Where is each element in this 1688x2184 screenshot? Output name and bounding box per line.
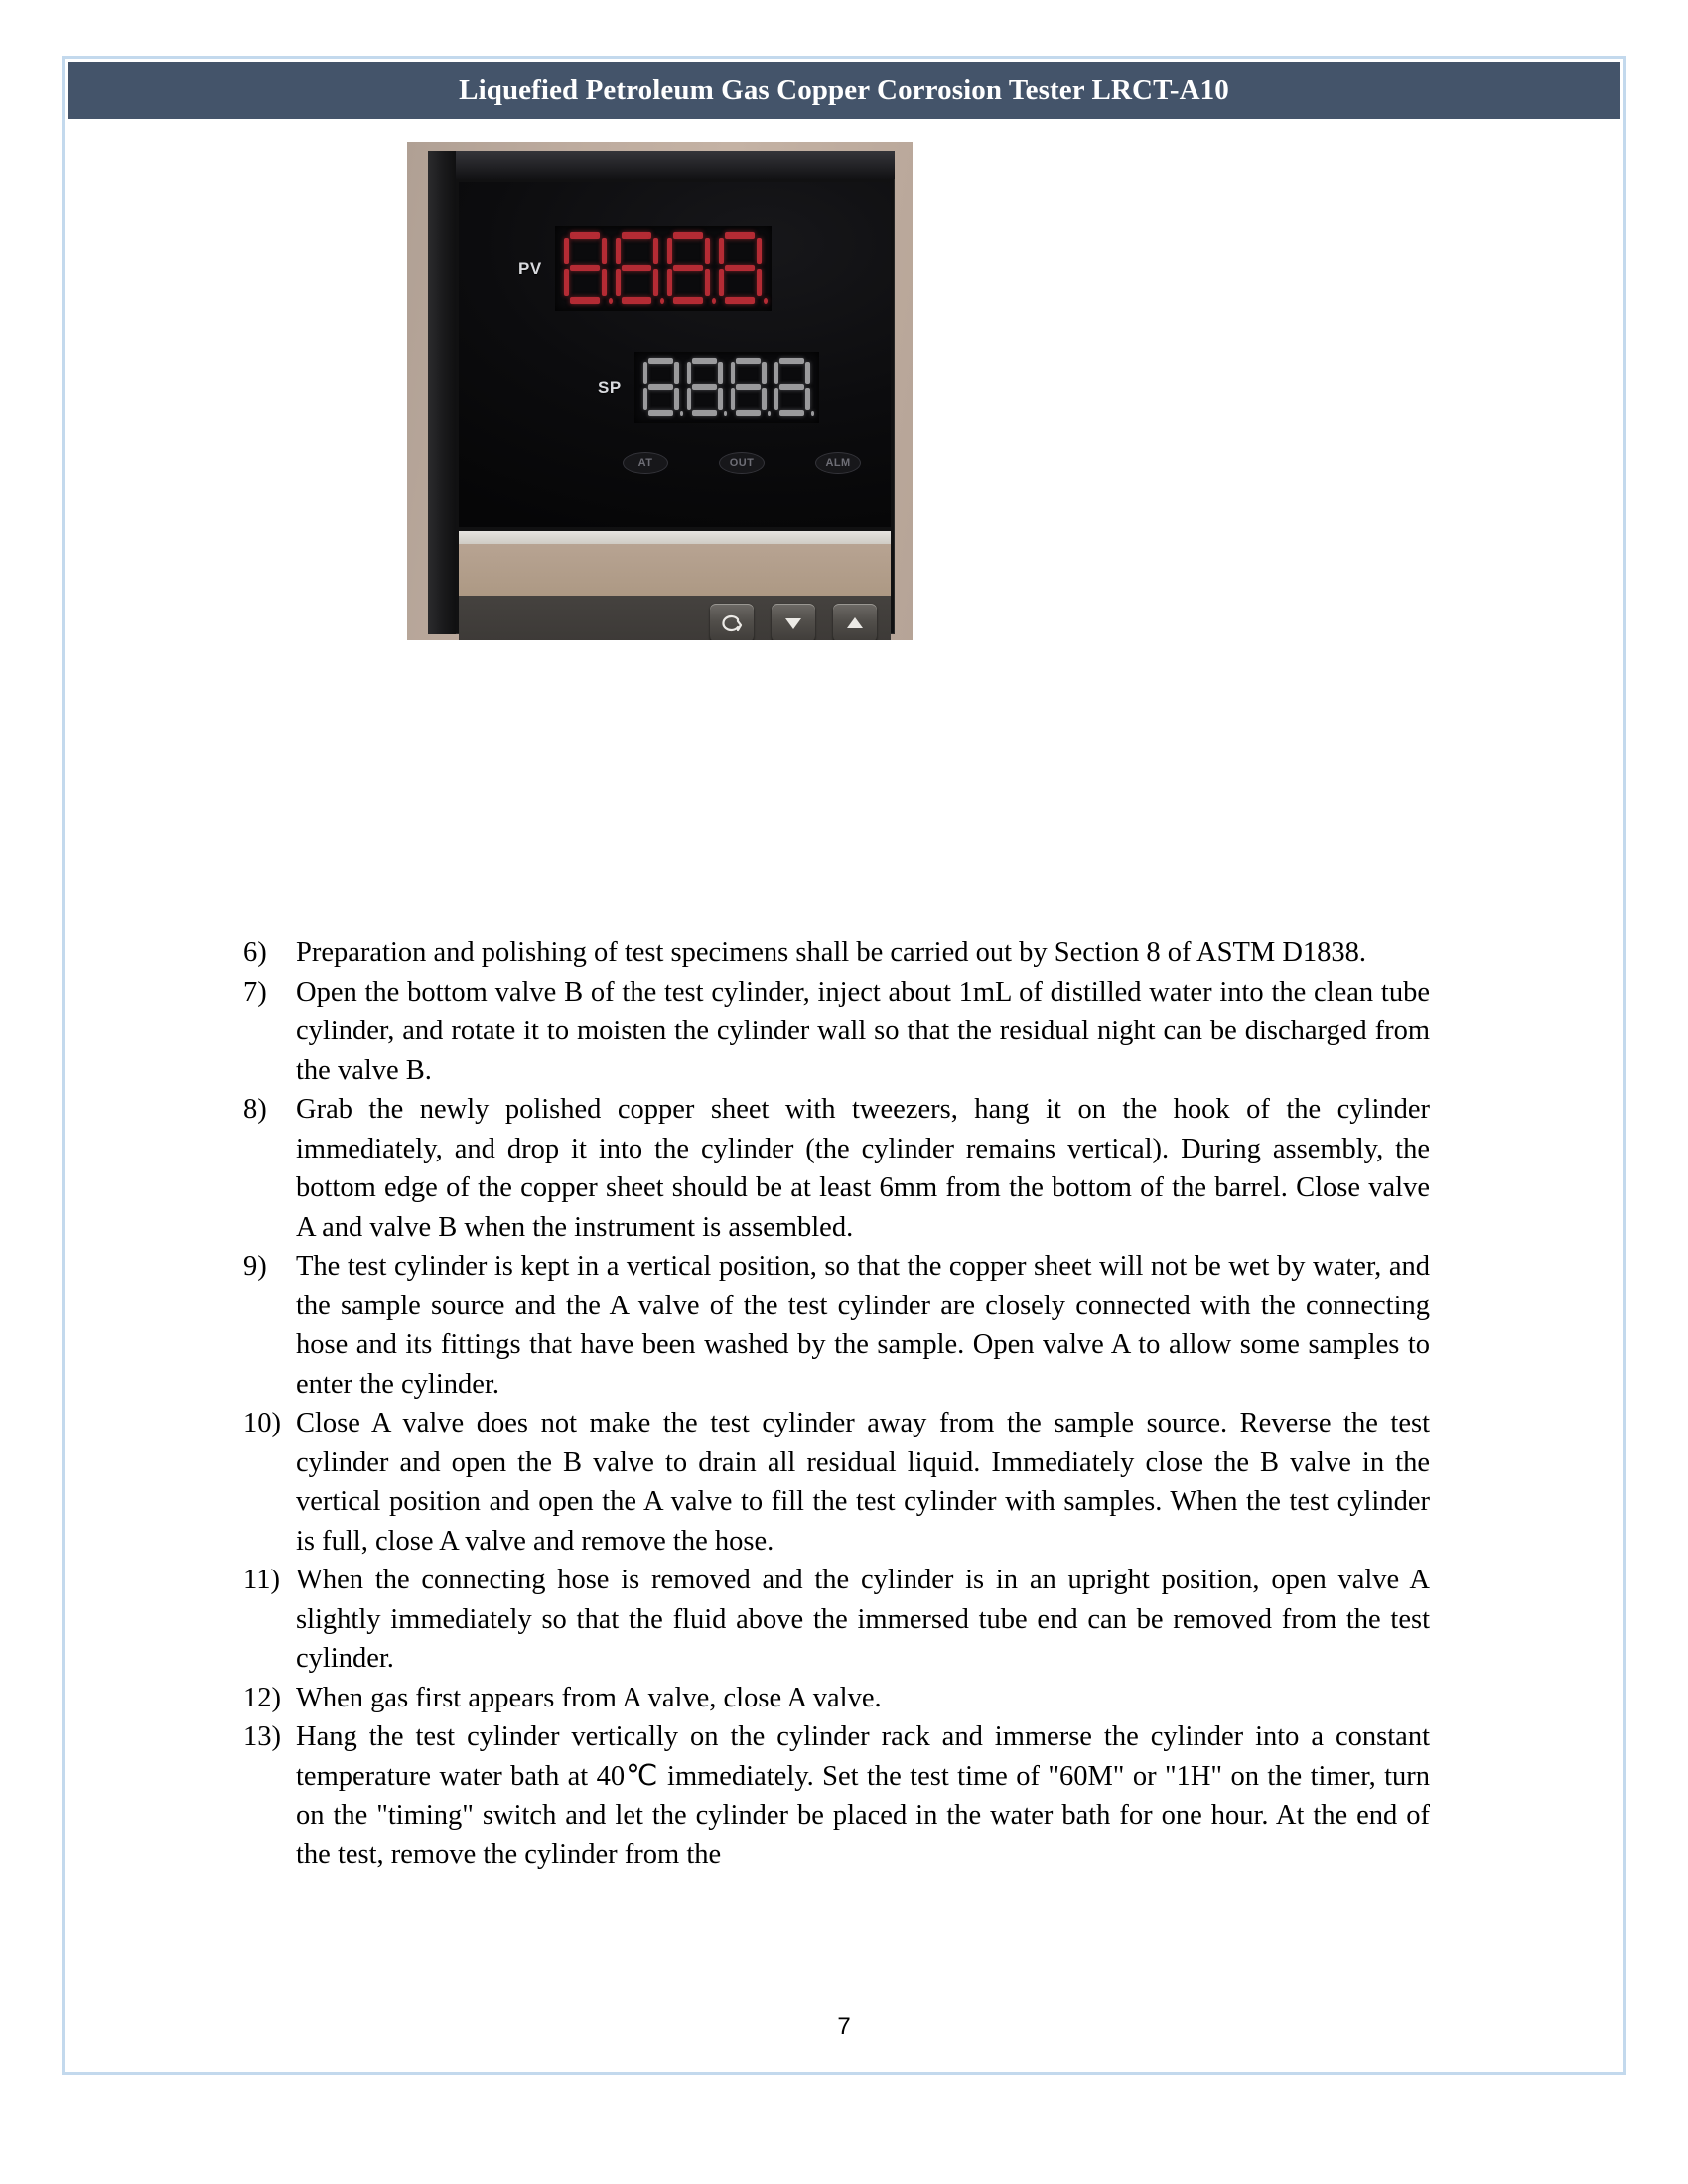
list-item: [243, 1247, 1430, 1404]
page-number: 7: [837, 2013, 851, 2040]
out-indicator-lamp: OUT: [719, 452, 765, 474]
at-indicator-lamp: AT: [623, 452, 668, 474]
list-item-marker: 9): [243, 1251, 267, 1282]
device-photo-figure: [407, 142, 913, 640]
pv-label: PV: [518, 258, 542, 278]
device-highlight-band: [459, 531, 891, 544]
down-key-button[interactable]: [772, 604, 815, 640]
indicator-lamp-row: [623, 452, 861, 474]
list-item-text: Hang the test cylinder vertically on the cylinder rack and immerse the cylinder into a constant temperature water bath at 40℃ immediately. Set the test time of "60M" or "1H" on the timer, turn on the "timing" switch and let the cylinder be placed in the water bath for one hour. At the end of the test, remove the cylinder from the: [296, 1721, 1430, 1870]
sp-digit: [642, 357, 680, 417]
pv-digit: [615, 231, 660, 305]
list-item-marker: 6): [243, 937, 267, 968]
pv-digit: [563, 231, 609, 305]
list-item-marker: 10): [243, 1408, 281, 1438]
list-item-text: When the connecting hose is removed and the cylinder is in an upright position, open valve A slightly immediately so that the fluid above the immersed tube end can be removed from the test cylinder.: [296, 1565, 1430, 1674]
pv-digit: [666, 231, 712, 305]
instruction-list-container: [243, 933, 1430, 1874]
list-item-text: Close A valve does not make the test cylinder away from the sample source. Reverse the test cylinder and open the B valve to drain all residual liquid. Immediately close the B valve in the vertical position and open the A valve to fill the test cylinder with samples. When the test cylinder is full, close A valve and remove the hose.: [296, 1408, 1430, 1557]
list-item: [243, 973, 1430, 1091]
list-item: [243, 1717, 1430, 1874]
device-bezel-top: [428, 151, 895, 179]
list-item-text: Grab the newly polished copper sheet with tweezers, hang it on the hook of the cylinder immediately, and drop it into the cylinder (the cylinder remains vertical). During assembly, the bottom edge of the copper sheet should be at least 6mm from the bottom of the barrel. Close valve A and valve B when the instrument is assembled.: [296, 1094, 1430, 1243]
list-item: [243, 1090, 1430, 1247]
device-bezel-left: [428, 151, 456, 634]
instruction-list: [243, 933, 1430, 1874]
pv-lcd-display: [555, 226, 772, 311]
list-item-marker: 11): [243, 1565, 280, 1595]
set-key-button[interactable]: [710, 604, 754, 640]
device-faceplate: [459, 182, 891, 527]
list-item-text: Preparation and polishing of test specimens shall be carried out by Section 8 of ASTM D1838.: [296, 937, 1367, 968]
alm-indicator-lamp: ALM: [815, 452, 861, 474]
sp-label: SP: [598, 377, 622, 397]
list-item-marker: 7): [243, 976, 267, 1008]
list-item: [243, 1404, 1430, 1561]
sp-digit: [774, 357, 811, 417]
list-item-text: When gas first appears from A valve, close A valve.: [296, 1682, 882, 1713]
device-tan-panel: [459, 544, 891, 596]
header-banner: [68, 62, 1620, 119]
photo-background: [407, 142, 913, 640]
list-item: [243, 933, 1430, 973]
up-key-button[interactable]: [833, 604, 877, 640]
list-item-text: Open the bottom valve B of the test cylinder, inject about 1mL of distilled water into the clean tube cylinder, and rotate it to moisten the cylinder wall so that the residual night can be discharged from the valve B.: [296, 976, 1430, 1086]
list-item-text: The test cylinder is kept in a vertical position, so that the copper sheet will not be wet by water, and the sample source and the A valve of the test cylinder are closely connected with the connecting hose and its fittings that have been washed by the sample. Open valve A to allow some samples to enter the cylinder.: [296, 1251, 1430, 1400]
device-keypad-panel: [459, 596, 891, 640]
sp-display-row: [598, 352, 819, 423]
pv-digit: [718, 231, 764, 305]
list-item: [243, 1679, 1430, 1718]
sp-digit: [730, 357, 768, 417]
sp-lcd-display: [634, 352, 819, 423]
list-item-marker: 13): [243, 1721, 281, 1752]
page-title: Liquefied Petroleum Gas Copper Corrosion Tester LRCT-A10: [459, 73, 1229, 106]
list-item: [243, 1561, 1430, 1679]
pv-display-row: [518, 226, 772, 311]
list-item-marker: 12): [243, 1682, 281, 1713]
keypad-button-group: [710, 604, 877, 640]
list-item-marker: 8): [243, 1094, 267, 1125]
sp-digit: [686, 357, 724, 417]
